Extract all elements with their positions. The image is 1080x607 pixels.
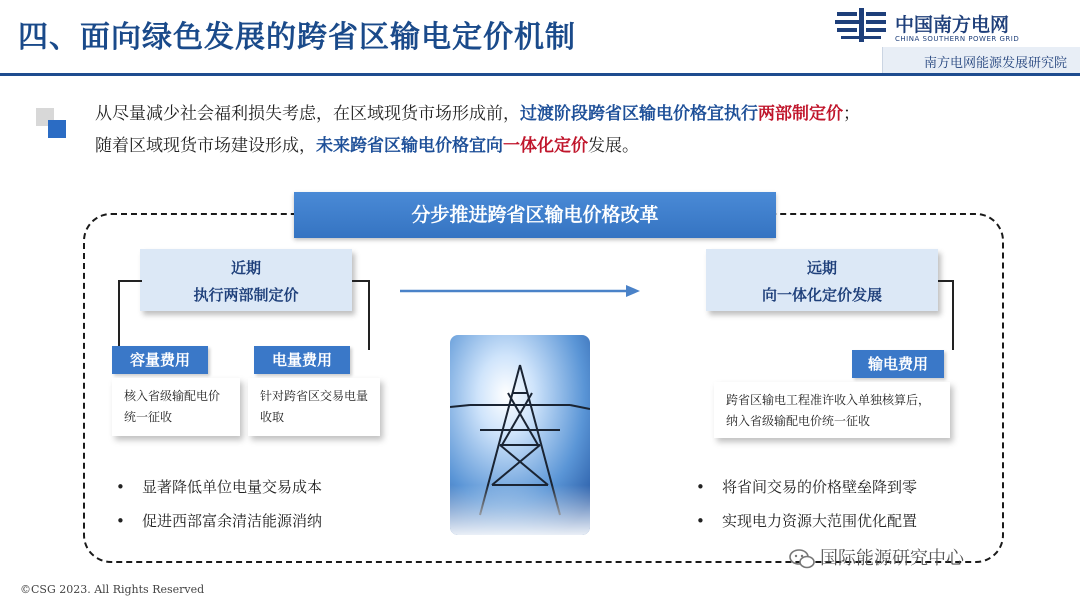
far-right-bracket [938,280,954,350]
intro-text-a: 随着区域现货市场建设形成， [95,136,316,156]
institute-name: 南方电网能源发展研究院 [923,56,1067,71]
watermark [788,544,964,574]
list-item [116,470,322,504]
intro-text [95,98,1055,162]
header [0,0,1080,74]
watermark-text: 国际能源研究中心 [820,548,964,569]
logo-name-cn: 中国南方电网 [895,14,1010,36]
intro-line-2 [95,130,1055,162]
intro-line-1 [95,98,1055,130]
point-text: 显著降低单位电量交易成本 [142,478,323,496]
transmission-fee-card: 跨省区输电工程准许收入单独核算后，纳入省级输配电价统一征收 [714,382,950,438]
point-text: 实现电力资源大范围优化配置 [722,512,918,530]
capacity-fee-tag: 容量费用 [112,346,208,374]
near-left-bracket [118,280,142,350]
intro-text-end: 发展。 [588,136,639,156]
near-points [116,470,322,538]
energy-fee-card: 针对跨省区交易电量收取 [248,378,380,436]
point-text: 促进西部富余清洁能源消纳 [142,512,323,530]
far-points [696,470,917,538]
intro-highlight-blue: 未来跨省区输电价格宜向 [316,136,503,156]
bullet-dot: • [696,512,705,530]
institute-box [882,47,1080,74]
reform-banner: 分步推进跨省区输电价格改革 [294,192,776,238]
page-title: 四、面向绿色发展的跨省区输电定价机制 [18,20,576,55]
point-text: 将省间交易的价格壁垒降到零 [722,478,918,496]
bullet-dot: • [116,478,125,496]
far-term-box [706,249,938,311]
near-term-label: 近期 [230,259,261,277]
intro-text-a: 从尽量减少社会福利损失考虑，在区域现货市场形成前， [95,104,520,124]
list-item [116,504,322,538]
list-item [696,470,917,504]
wechat-icon [788,547,816,571]
far-term-label: 远期 [806,259,837,277]
right-arrow-icon [400,284,640,298]
near-term-box [140,249,352,311]
transmission-fee-tag: 输电费用 [852,350,944,378]
intro-text-end: ； [843,104,860,124]
power-tower-photo [450,335,590,535]
intro-highlight-red: 两部制定价 [758,104,843,124]
near-term-desc: 执行两部制定价 [193,286,299,304]
csg-logo-icon [835,8,887,48]
bullet-dot: • [116,512,125,530]
copyright: ©CSG 2023. All Rights Reserved [20,583,205,596]
near-right-bracket [352,280,370,350]
intro-highlight-blue: 过渡阶段跨省区输电价格宜执行 [520,104,758,124]
header-rule [0,73,1080,76]
list-item [696,504,917,538]
logo-name-en: CHINA SOUTHERN POWER GRID [895,35,1020,43]
bullet-square-icon [36,108,76,148]
intro-highlight-red: 一体化定价 [503,136,588,156]
energy-fee-tag: 电量费用 [254,346,350,374]
bullet-dot: • [696,478,705,496]
far-term-desc: 向一体化定价发展 [761,286,882,304]
capacity-fee-card: 核入省级输配电价统一征收 [112,378,240,436]
